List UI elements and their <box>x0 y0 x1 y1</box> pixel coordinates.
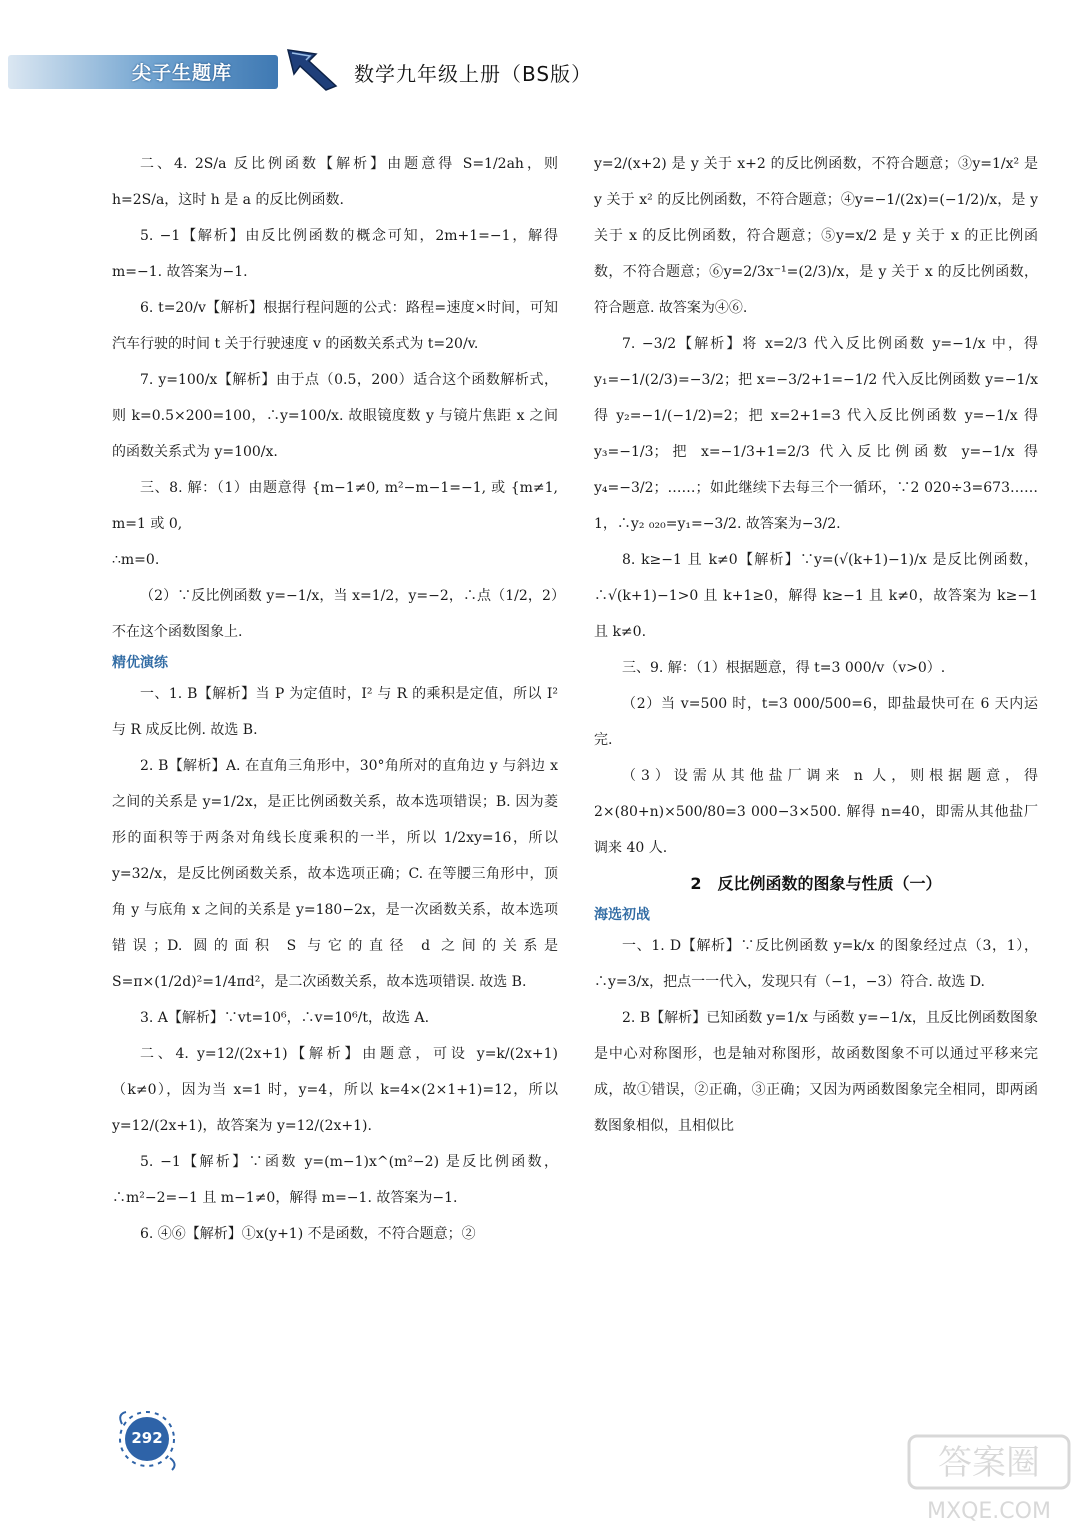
answer-paragraph: 6. t=20/v【解析】根据行程问题的公式：路程=速度×时间，可知汽车行驶的时间 t 关于行驶速度 v 的函数关系式为 t=20/v. <box>112 300 558 352</box>
svg-text:答案圈: 答案圈 <box>938 1443 1040 1483</box>
watermark-logo-icon <box>905 1428 1075 1528</box>
answer-paragraph: 一、1. D【解析】∵反比例函数 y=k/x 的图象经过点（3，1），∴y=3/x，把点一一代入，发现只有（−1，−3）符合. 故选 D. <box>594 938 1038 990</box>
chapter-title: 2 反比例函数的图象与性质（一） <box>690 874 942 893</box>
answer-paragraph: （3）设需从其他盐厂调来 n 人，则根据题意，得 2×(80+n)×500/80=3 000−3×500. 解得 n=40，即需从其他盐厂调来 40 人. <box>594 768 1038 856</box>
page-number: 292 <box>131 1429 163 1447</box>
arrow-icon <box>282 42 340 92</box>
answer-paragraph: 5. −1【解析】∵函数 y=(m−1)x^(m²−2) 是反比例函数，∴m²−2=−1 且 m−1≠0，解得 m=−1. 故答案为−1. <box>112 1154 558 1206</box>
answer-paragraph: 6. ④⑥【解析】①x(y+1) 不是函数，不符合题意；② <box>140 1226 476 1242</box>
answer-paragraph: 二、4. y=12/(2x+1)【解析】由题意，可设 y=k/(2x+1)（k≠0），因为当 x=1 时，y=4，所以 k=4×(2×1+1)=12，所以 y=12/(2x+1)，故答案为 y=12/(2x+1). <box>112 1046 558 1134</box>
answer-paragraph: 5. −1【解析】由反比例函数的概念可知，2m+1=−1，解得 m=−1. 故答案为−1. <box>112 228 558 280</box>
section-heading: 海选初战 <box>594 907 650 923</box>
answer-paragraph: 三、9. 解：（1）根据题意，得 t=3 000/v（v>0）. <box>622 660 946 676</box>
answer-paragraph: 7. −3/2【解析】将 x=2/3 代入反比例函数 y=−1/x 中，得 y₁=−1/(2/3)=−3/2；把 x=−3/2+1=−1/2 代入反比例函数 y=−1/x 得 y₂=−1/(−1/2)=2；把 x=2+1=3 代入反比例函数 y=−1/x 得 y₃=−1/3；把 x=−1/3+1=2/3 代入反比例函数 y=−1/x 得 y₄=−3/2；……；如此继续下去每三个一循环，∵2 020÷3=673……1，∴y₂ ₀₂₀=y₁=−3/2. 故答案为−3/2. <box>594 336 1038 532</box>
page-header <box>0 0 1082 100</box>
answer-paragraph: 3. A【解析】∵vt=10⁶，∴v=10⁶/t，故选 A. <box>140 1010 430 1026</box>
answer-paragraph: 2. B【解析】A. 在直角三角形中，30°角所对的直角边 y 与斜边 x 之间的关系是 y=1/2x，是正比例函数关系，故本选项错误；B. 因为菱形的面积等于两条对角线长度乘积的一半，所以 1/2xy=16，所以 y=32/x，是反比例函数关系，故本选项正确；C. 在等腰三角形中，顶角 y 与底角 x 之间的关系是 y=180−2x，是一次函数关系，故本选项错误；D. 圆的面积 S 与它的直径 d 之间的关系是 S=π×(1/2d)²=1/4πd²，是二次函数关系，故本选项错误. 故选 B. <box>112 758 558 990</box>
section-heading: 精优演练 <box>112 655 168 671</box>
answer-paragraph: （2）当 v=500 时，t=3 000/500=6，即盐最快可在 6 天内运完. <box>594 696 1038 748</box>
right-text-column <box>594 146 1038 1144</box>
answer-paragraph: ∴m=0. <box>112 552 160 568</box>
answer-paragraph: 2. B【解析】已知函数 y=1/x 与函数 y=−1/x，且反比例函数图象是中心对称图形，也是轴对称图形，故函数图象不可以通过平移来完成，故①错误，②正确，③正确；又因为两函数图象完全相同，即两函数图象相似，且相似比 <box>594 1010 1038 1134</box>
answer-paragraph: （2）∵反比例函数 y=−1/x，当 x=1/2，y=−2，∴点（1/2，2）不在这个函数图象上. <box>112 588 558 640</box>
answer-paragraph: 三、8. 解：（1）由题意得 {m−1≠0, m²−m−1=−1, 或 {m≠1, m=1 或 0, <box>112 480 558 532</box>
svg-text:MXQE.COM: MXQE.COM <box>927 1499 1051 1524</box>
answer-paragraph: 7. y=100/x【解析】由于点（0.5，200）适合这个函数解析式，则 k=0.5×200=100，∴y=100/x. 故眼镜度数 y 与镜片焦距 x 之间的函数关系式为 y=100/x. <box>112 372 558 460</box>
left-text-column <box>112 146 558 1252</box>
brand-label: 尖子生题库 <box>132 62 233 84</box>
answer-paragraph: y=2/(x+2) 是 y 关于 x+2 的反比例函数，不符合题意；③y=1/x² 是 y 关于 x² 的反比例函数，不符合题意；④y=−1/(2x)=(−1/2)/x，是 y 关于 x 的反比例函数，符合题意；⑤y=x/2 是 y 关于 x 的正比例函数，不符合题意；⑥y=2/3x⁻¹=(2/3)/x，是 y 关于 x 的反比例函数，符合题意. 故答案为④⑥. <box>594 156 1038 316</box>
answer-paragraph: 8. k≥−1 且 k≠0【解析】∵y=(√(k+1)−1)/x 是反比例函数，∴√(k+1)−1>0 且 k+1≥0，解得 k≥−1 且 k≠0，故答案为 k≥−1 且 k≠0. <box>594 552 1038 640</box>
answer-paragraph: 一、1. B【解析】当 P 为定值时，I² 与 R 的乘积是定值，所以 I² 与 R 成反比例. 故选 B. <box>112 686 558 738</box>
answer-paragraph: 二、4. 2S/a 反比例函数【解析】由题意得 S=1/2ah，则 h=2S/a，这时 h 是 a 的反比例函数. <box>112 156 558 208</box>
book-title: 数学九年级上册（BS版） <box>354 62 593 86</box>
